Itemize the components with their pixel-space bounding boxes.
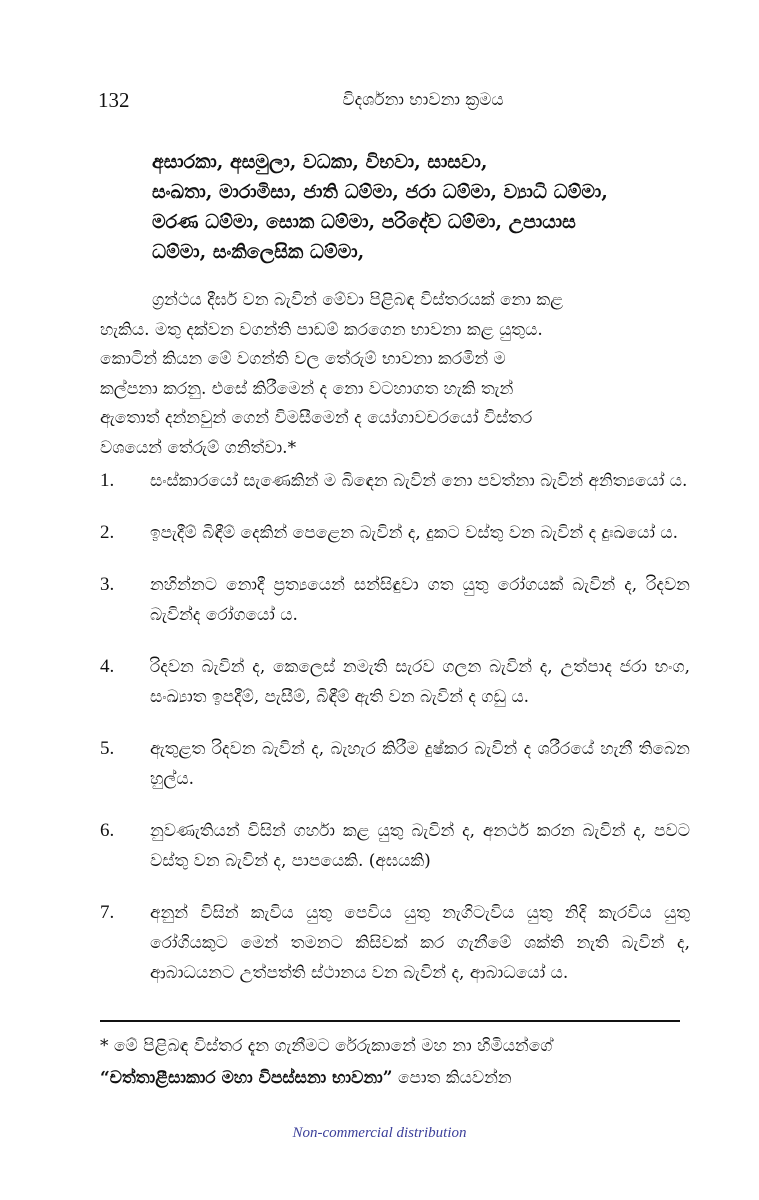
paragraph-line: කොටින් කියන මේ වගන්ති වල තේරුම් භාවනා කරමින් ම [100, 349, 506, 369]
bold-term-line: මරණ ධම්මා, සොක ධම්මා, පරිදේව ධම්මා, උපායාස [152, 211, 576, 233]
paragraph-line: ග්‍රන්ථය දීර්ඝ වන බැවින් මේවා පිළිබඳ විස්තරයක් නො කළ [152, 290, 564, 310]
list-item [100, 518, 690, 548]
list-text: නුවණැතියන් විසින් ගර්හා කළ යුතු බැවින් ද, අනර්ථ කරන බැවින් ද, පවට වස්තු වන බැවින් ද, පාපයෙකි. (අඝයකි) [150, 821, 690, 871]
numbered-list [100, 466, 690, 1010]
list-number: 6. [100, 820, 115, 841]
list-number: 5. [100, 738, 115, 759]
list-text: ඉපැදීම් බිඳීම් දෙකින් පෙළෙන බැවින් ද, දුකට වස්තු වන බැවින් ද දුඃඛයෝ ය. [150, 523, 678, 543]
bold-term-list [152, 147, 692, 267]
list-item [100, 570, 690, 630]
list-number: 1. [100, 470, 115, 491]
footnote [100, 1030, 690, 1094]
paragraph-line: කල්පනා කරනු. එසේ කිරීමෙන් ද නො වටහාගත හැකි තැන් [100, 378, 514, 399]
intro-paragraph [100, 286, 684, 463]
list-item [100, 652, 690, 712]
list-item [100, 734, 690, 794]
list-number: 4. [100, 656, 115, 677]
bold-term-line: අසාරකා, අසමුලා, වධකා, විභවා, සාසවා, [152, 151, 488, 173]
bold-term-line: ධම්මා, සංකිලෙසික ධම්මා, [152, 241, 365, 263]
footnote-line-1: * මේ පිළිබඳ විස්තර දැන ගැනීමට රේරුකානේ මහ නා හිමියන්ගේ [100, 1036, 553, 1056]
paragraph-line: හැකිය. මතු දක්වන වගන්ති පාඩම් කරගෙන භාවනා කළ යුතුය. [100, 319, 543, 340]
list-number: 3. [100, 574, 115, 595]
list-text: ඇතුළත රිදවන බැවින් ද, බැහැර කිරීම දුෂ්කර බැවින් ද ශරීරයේ හැනී තිබෙන හුල්ය. [150, 739, 690, 789]
list-number: 2. [100, 522, 115, 543]
list-text: සංස්කාරයෝ සැණෙකින් ම බිඳෙන බැවින් නො පවත්නා බැවින් අනිත්‍යයෝ ය. [150, 471, 688, 491]
footnote-divider [100, 1020, 680, 1022]
bold-term-line: සංඛතා, මාරාමිසා, ජාති ධම්මා, ජරා ධම්මා, ව්‍යාධි ධම්මා, [152, 181, 608, 203]
list-text: නහින්නට නොදී ප්‍රත්‍යයෙන් සන්සිඳුවා ගත යුතු රෝගයක් බැවින් ද, රිදවන බැවින්ද රෝගයෝ ය. [150, 575, 690, 625]
footnote-line-2-rest: පොත කියවන්න [392, 1068, 512, 1088]
paragraph-line: වශයෙන් තේරුම් ගනිත්වා.* [100, 437, 297, 458]
footnote-line-2 [100, 1062, 690, 1094]
running-title: විදර්ශනා භාවනා ක්‍රමය [342, 90, 504, 110]
list-number: 7. [100, 902, 115, 923]
distribution-notice: Non-commercial distribution [292, 1125, 467, 1141]
list-item [100, 898, 690, 988]
list-item [100, 466, 690, 496]
footnote-book-title: “චත්තාළීසාකාර මහා විපස්සනා භාවනා” [100, 1068, 393, 1088]
page-number: 132 [98, 88, 130, 112]
page-header [98, 86, 684, 114]
list-item [100, 816, 690, 876]
paragraph-line: ඇතොත් දන්නවුන් ගෙන් විමසීමෙන් ද යෝගාවචරයෝ විස්තර [100, 408, 533, 428]
list-text: රිදවන බැවින් ද, කෙලෙස් නමැති සැරව ගලන බැවින් ද, උත්පාද ජරා භංග, සංඛ්‍යාත ඉපදීම්, පැසීම්, බිඳීම් ඇති වන බැවින් ද ගඩු ය. [150, 657, 690, 707]
list-text: අනුන් විසින් කැවිය යුතු පෙවිය යුතු නැගිටැවිය යුතු නිදි කැරවිය යුතු රෝගියකුට මෙන් තමනට කිසිවක් කර ගැනීමේ ශක්ති නැති බැවින් ද, ආබාධයනට උත්පත්ති ස්ථානය වන බැවින් ද, ආබාධයෝ ය. [150, 903, 690, 983]
